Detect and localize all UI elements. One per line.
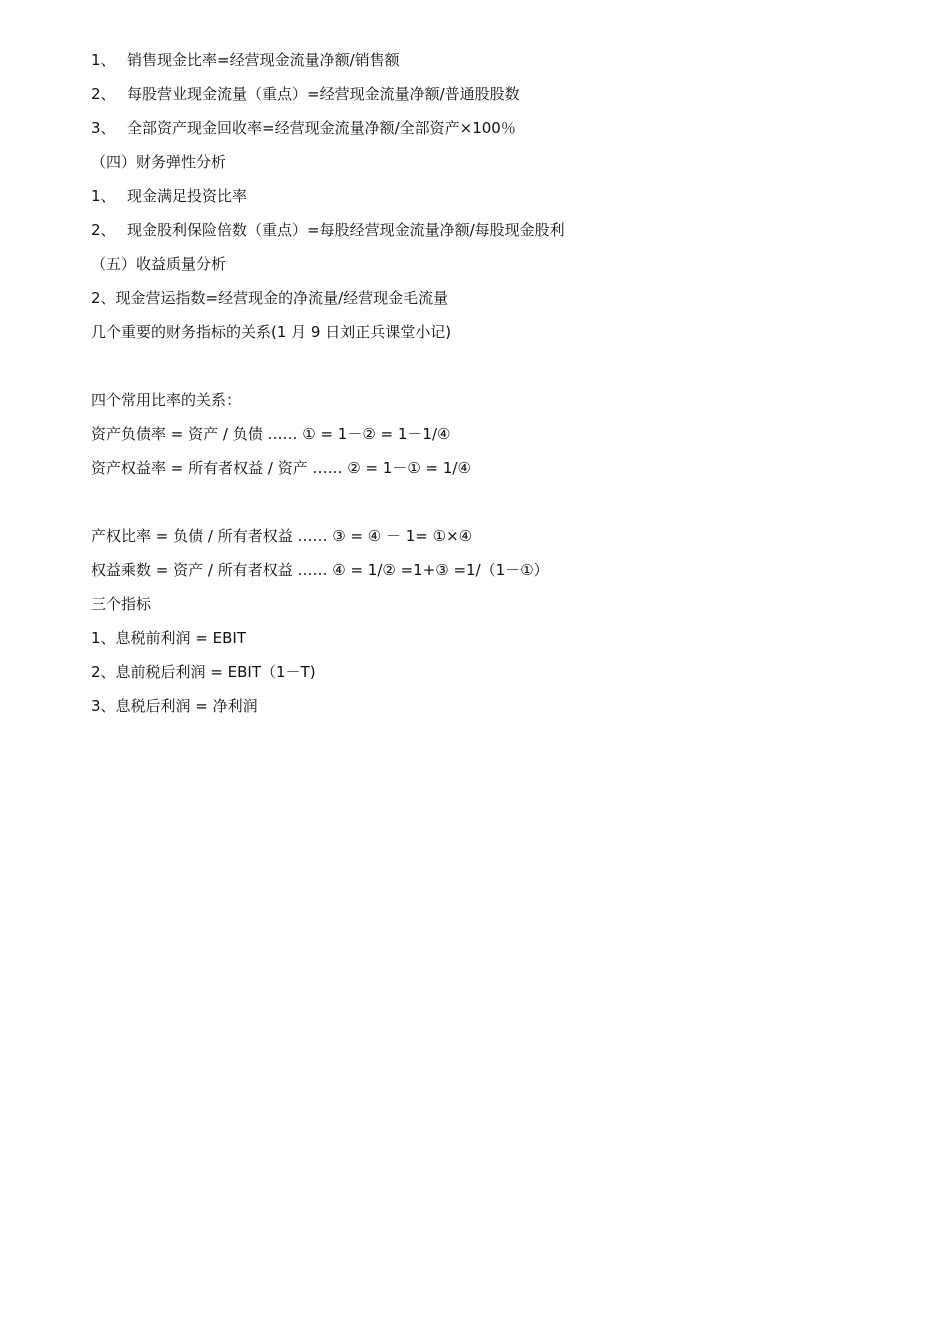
line-text: 四个常用比率的关系： (91, 391, 242, 409)
list-number: 2、 (91, 221, 116, 239)
list-number: 1、 (91, 187, 116, 205)
section-heading (91, 254, 911, 274)
formula-line (91, 526, 911, 546)
text-line (91, 628, 911, 648)
text-line (91, 220, 911, 240)
list-number: 2、 (91, 85, 116, 103)
line-text: 1、息税前利润 = EBIT (91, 629, 247, 647)
line-text: 几个重要的财务指标的关系(1 月 9 日刘正兵课堂小记) (91, 323, 452, 341)
line-text: 2、现金营运指数=经营现金的净流量/经营现金毛流量 (91, 289, 449, 307)
text-line (91, 186, 911, 206)
line-text: 3、息税后利润 = 净利润 (91, 697, 258, 715)
line-text: 现金股利保险倍数（重点）=每股经营现金流量净额/每股现金股利 (127, 221, 565, 239)
text-line (91, 696, 911, 716)
formula-line (91, 424, 911, 444)
formula-line (91, 560, 911, 580)
line-text: 全部资产现金回收率=经营现金流量净额/全部资产×100％ (127, 119, 516, 137)
text-line (91, 288, 911, 308)
text-line (91, 84, 911, 104)
line-text: 销售现金比率=经营现金流量净额/销售额 (127, 51, 400, 69)
line-text: （五）收益质量分析 (91, 255, 227, 273)
line-text: 产权比率 = 负债 / 所有者权益 …… ③ = ④ － 1= ①×④ (91, 527, 473, 545)
document-page (91, 50, 911, 730)
text-line (91, 118, 911, 138)
text-line (91, 390, 911, 410)
line-text: 每股营业现金流量（重点）=经营现金流量净额/普通股股数 (127, 85, 520, 103)
line-text: （四）财务弹性分析 (91, 153, 227, 171)
text-line (91, 50, 911, 70)
line-text: 资产权益率 = 所有者权益 / 资产 …… ② = 1－① = 1/④ (91, 459, 471, 477)
list-number: 3、 (91, 119, 116, 137)
line-text: 现金满足投资比率 (127, 187, 248, 205)
formula-line (91, 458, 911, 478)
line-text: 资产负债率 = 资产 / 负债 …… ① = 1－② = 1－1/④ (91, 425, 451, 443)
text-line (91, 322, 911, 342)
blank-line (91, 492, 911, 526)
blank-line (91, 356, 911, 390)
text-line (91, 662, 911, 682)
line-text: 三个指标 (91, 595, 152, 613)
section-heading (91, 152, 911, 172)
line-text: 2、息前税后利润 = EBIT（1－T) (91, 663, 316, 681)
line-text: 权益乘数 = 资产 / 所有者权益 …… ④ = 1/② =1+③ =1/（1－①） (91, 561, 549, 579)
text-line (91, 594, 911, 614)
list-number: 1、 (91, 51, 116, 69)
